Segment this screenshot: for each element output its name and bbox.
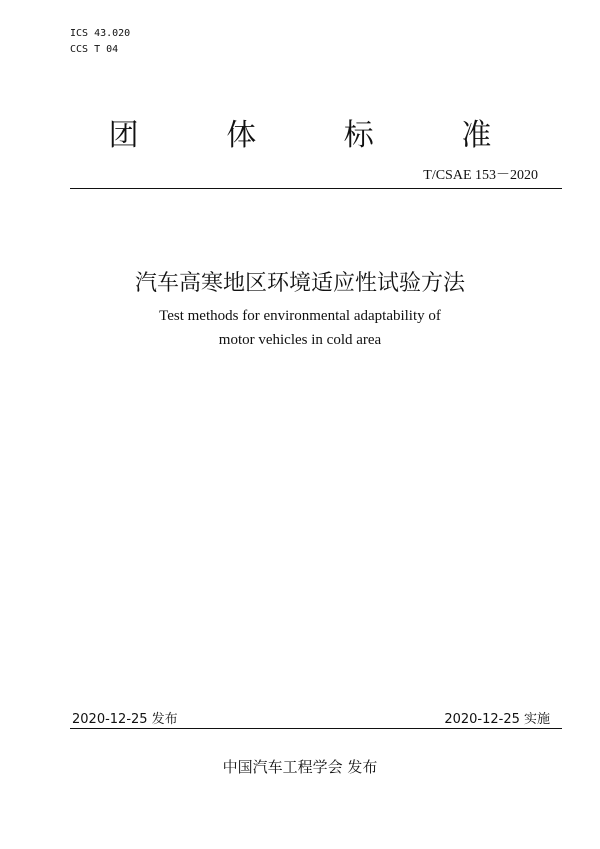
standard-type-char: 准	[461, 118, 492, 153]
ics-code: ICS 43.020	[70, 28, 131, 39]
standard-type-char: 体	[226, 118, 257, 153]
publisher: 中国汽车工程学会 发布	[222, 758, 378, 776]
standard-type-title	[0, 110, 600, 154]
classification-codes	[70, 26, 130, 58]
standard-type-char: 标	[343, 118, 374, 153]
footer-divider	[70, 728, 562, 729]
publish-date: 2020-12-25 发布	[72, 712, 178, 727]
standard-number: T/CSAE 153－2020	[423, 168, 538, 183]
document-title-chinese: 汽车高寒地区环境适应性试验方法	[134, 271, 465, 296]
ccs-code: CCS T 04	[70, 44, 119, 55]
english-title-line-1: Test methods for environmental adaptability of	[159, 308, 441, 324]
standard-type-char: 团	[108, 118, 139, 153]
document-title-english	[0, 304, 600, 352]
implementation-date: 2020-12-25 实施	[444, 712, 550, 727]
header-divider	[70, 188, 562, 189]
english-title-line-2: motor vehicles in cold area	[218, 332, 382, 348]
